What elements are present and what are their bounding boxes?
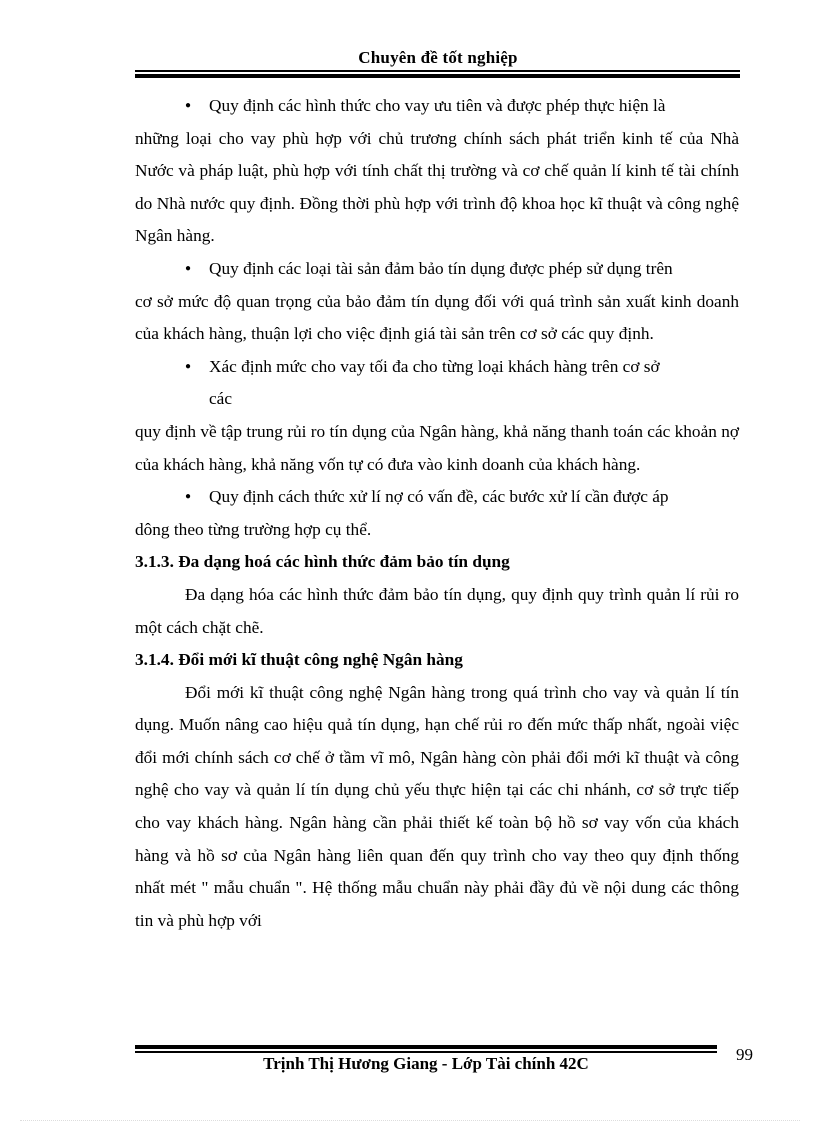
bullet-dot-icon: ● — [185, 360, 192, 372]
bullet-continuation: các — [209, 389, 233, 409]
bullet-dot-icon: ● — [185, 491, 192, 503]
paragraph: những loại cho vay phù hợp với chủ trương chính sách phát triển kinh tế của Nhà Nước và pháp luật, phù hợp với tính chất thị trường và cơ chế quản lí kinh tế tài chính do Nhà nước quy định. Đồng thời phù hợp với trình độ khoa học kĩ thuật và công nghệ Ngân hàng. — [135, 128, 739, 246]
section-heading: 3.1.4. Đổi mới kĩ thuật công nghệ Ngân hàng — [135, 650, 463, 670]
section-heading: 3.1.3. Đa dạng hoá các hình thức đảm bảo tín dụng — [135, 552, 510, 572]
page-body — [135, 90, 739, 937]
header-divider — [135, 70, 740, 78]
paragraph: Đa dạng hóa các hình thức đảm bảo tín dụng, quy định quy trình quản lí rủi ro một cách chặt chẽ. — [135, 584, 739, 637]
bullet-dot-icon: ● — [185, 100, 192, 111]
bullet-line: ● Quy định các loại tài sản đảm bảo tín dụng được phép sử dụng trên — [135, 253, 739, 286]
bullet-dot-icon: ● — [185, 262, 192, 274]
paragraph: quy định về tập trung rủi ro tín dụng của Ngân hàng, khả năng thanh toán các khoản nợ của khách hàng, khả năng vốn tự có đưa vào kinh doanh của khách hàng. — [135, 421, 739, 474]
paragraph: dông theo từng trường hợp cụ thể. — [135, 519, 372, 539]
page-number: 99 — [736, 1045, 753, 1064]
paragraph: Đổi mới kĩ thuật công nghệ Ngân hàng trong quá trình cho vay và quản lí tín dụng. Muốn nâng cao hiệu quả tín dụng, hạn chế rủi ro đến mức thấp nhất, ngoài việc đổi mới chính sách cơ chế ở tầm vĩ mô, Ngân hàng còn phải đổi mới kĩ thuật và công nghệ cho vay và quản lí tín dụng chủ yếu thực hiện tại các chi nhánh, cơ sở trực tiếp cho vay khách hàng. Ngân hàng cần phải thiết kế toàn bộ hồ sơ vay vốn của khách hàng và hồ sơ của Ngân hàng liên quan đến quy trình cho vay theo quy định thống nhất mét " mẫu chuẩn ". Hệ thống mẫu chuẩn này phải đầy đủ về nội dung các thông tin và phù hợp với — [135, 682, 739, 930]
footer-divider — [135, 1045, 717, 1053]
paragraph: cơ sở mức độ quan trọng của bảo đảm tín dụng đối với quá trình sản xuất kinh doanh của khách hàng, thuận lợi cho việc định giá tài sản trên cơ sở các quy định. — [135, 291, 739, 344]
page-header-title: Chuyên đề tốt nghiệp — [358, 48, 518, 67]
page-edge — [20, 1120, 800, 1121]
bullet-line: ● Xác định mức cho vay tối đa cho từng loại khách hàng trên cơ sở — [135, 351, 739, 384]
footer-author: Trịnh Thị Hương Giang - Lớp Tài chính 42C — [263, 1054, 589, 1073]
bullet-line: ● Quy định các hình thức cho vay ưu tiên và được phép thực hiện là — [135, 90, 739, 123]
bullet-line: ● Quy định cách thức xử lí nợ có vấn đề, các bước xử lí cần được áp — [135, 481, 739, 514]
